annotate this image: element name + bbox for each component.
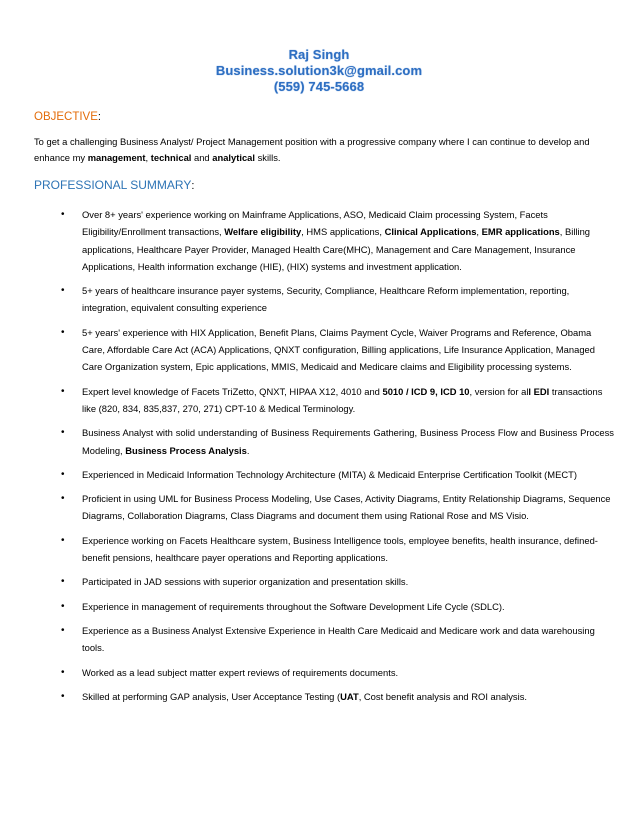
summary-text: Over 8+ years' experience working on Mainframe Applications, ASO, Medicaid Claim processing System, Facets Eligibility/Enrollment transactions, [82, 209, 548, 238]
candidate-name: Raj Singh [288, 47, 350, 62]
objective-title-colon: : [97, 111, 101, 123]
summary-text: Experienced in Medicaid Information Technology Architecture (MITA) & Medicaid Enterprise Certification Toolkit (MECT) [82, 468, 577, 480]
summary-title-colon: : [191, 180, 195, 192]
summary-text: , version for al [469, 385, 529, 397]
summary-text: transactions like (820, 834, 835,837, 270, 271) CPT-10 & Medical Terminology. [82, 385, 603, 414]
summary-item [34, 598, 614, 615]
summary-text: Experience as a Business Analyst Extensive Experience in Health Care Medicaid and Medicare work and data warehousing tools. [82, 624, 595, 654]
summary-item [34, 573, 614, 590]
summary-text: 5+ years of healthcare insurance payer systems, Security, Compliance, Healthcare Reform implementation, reporting, integration, equivalent consulting experience [82, 285, 570, 314]
objective-bold-management: management [87, 152, 146, 163]
summary-list [34, 206, 614, 705]
summary-item [34, 424, 614, 459]
summary-item [34, 688, 614, 705]
objective-text-part: , [145, 152, 151, 163]
summary-text: Proficient in using UML for Business Process Modeling, Use Cases, Activity Diagrams, Entity Relationship Diagrams, Sequence Diagrams, Collaboration Diagrams, Class Diagrams and document them using Rational Rose and MS Visio. [82, 493, 611, 522]
objective-bold-analytical: analytical [212, 152, 255, 163]
summary-bold: EMR applications [481, 226, 560, 238]
objective-title: OBJECTIVE [34, 111, 98, 123]
objective-text-part: skills. [254, 152, 281, 163]
objective-text-part: and [191, 152, 213, 163]
summary-item [34, 324, 614, 376]
summary-text: , HMS applications, [301, 226, 385, 238]
objective-heading [34, 111, 101, 123]
summary-bold: Clinical Applications [384, 226, 477, 238]
summary-item [34, 206, 614, 275]
summary-text: Business Analyst with solid understanding of Business Requirements Gathering, Business Process Flow and Business Process Modeling, [82, 427, 614, 456]
summary-heading [34, 178, 194, 192]
summary-item [34, 532, 614, 567]
summary-text: Participated in JAD sessions with superior organization and presentation skills. [82, 576, 409, 588]
objective-text-part: To get a challenging Business Analyst/ Project Management position with a progressive company where I can continue to develop and enhance my [34, 136, 590, 163]
summary-text: Experience working on Facets Healthcare system, Business Intelligence tools, employee benefits, health insurance, defined-benefit pensions, healthcare payer operations and Reporting applications. [82, 534, 598, 564]
summary-text: Skilled at performing GAP analysis, User Acceptance Testing ( [82, 690, 341, 702]
summary-text: , [476, 226, 482, 238]
summary-text: 5+ years' experience with HIX Application, Benefit Plans, Claims Payment Cycle, Waiver Programs and Reference, Obama Care, Affordable Care Act (ACA) Applications, QNXT configuration, Billing applications, Life Insurance Application, Managed Care Organization system, Epic applications, MMIS, Medicaid and Medicare claims and Eligibility processing systems. [82, 326, 595, 373]
summary-text: Worked as a lead subject matter expert reviews of requirements documents. [82, 666, 399, 678]
summary-bold: Welfare eligibility [224, 226, 302, 238]
resume-header [0, 47, 638, 95]
summary-item [34, 282, 614, 317]
summary-bold: UAT [340, 690, 359, 702]
objective-bold-technical: technical [150, 152, 192, 163]
summary-text: Expert level knowledge of Facets TriZetto, QNXT, HIPAA X12, 4010 and [82, 385, 383, 397]
summary-item [34, 490, 614, 525]
summary-text: Experience in management of requirements throughout the Software Development Life Cycle (SDLC). [82, 600, 505, 612]
summary-bold: 5010 / ICD 9, ICD 10 [382, 385, 470, 397]
summary-text: , Billing applications, Healthcare Payer Provider, Managed Health Care(MHC), Management and Care Management, Insurance Applications, Health information exchange (HIE), (HIX) systems and investment application. [82, 226, 591, 272]
candidate-phone: (559) 745-5668 [273, 79, 365, 94]
summary-title: PROFESSIONAL SUMMARY [34, 178, 192, 192]
candidate-email[interactable]: Business.solution3k@gmail.com [215, 63, 423, 78]
summary-bold: Business Process Analysis [125, 444, 247, 456]
summary-item [34, 466, 614, 483]
summary-text: , Cost benefit analysis and ROI analysis. [358, 690, 527, 702]
summary-item [34, 622, 614, 657]
summary-item [34, 383, 614, 418]
summary-text: . [246, 444, 250, 456]
objective-text [34, 134, 609, 166]
summary-item [34, 664, 614, 681]
summary-bold: l EDI [528, 385, 550, 397]
